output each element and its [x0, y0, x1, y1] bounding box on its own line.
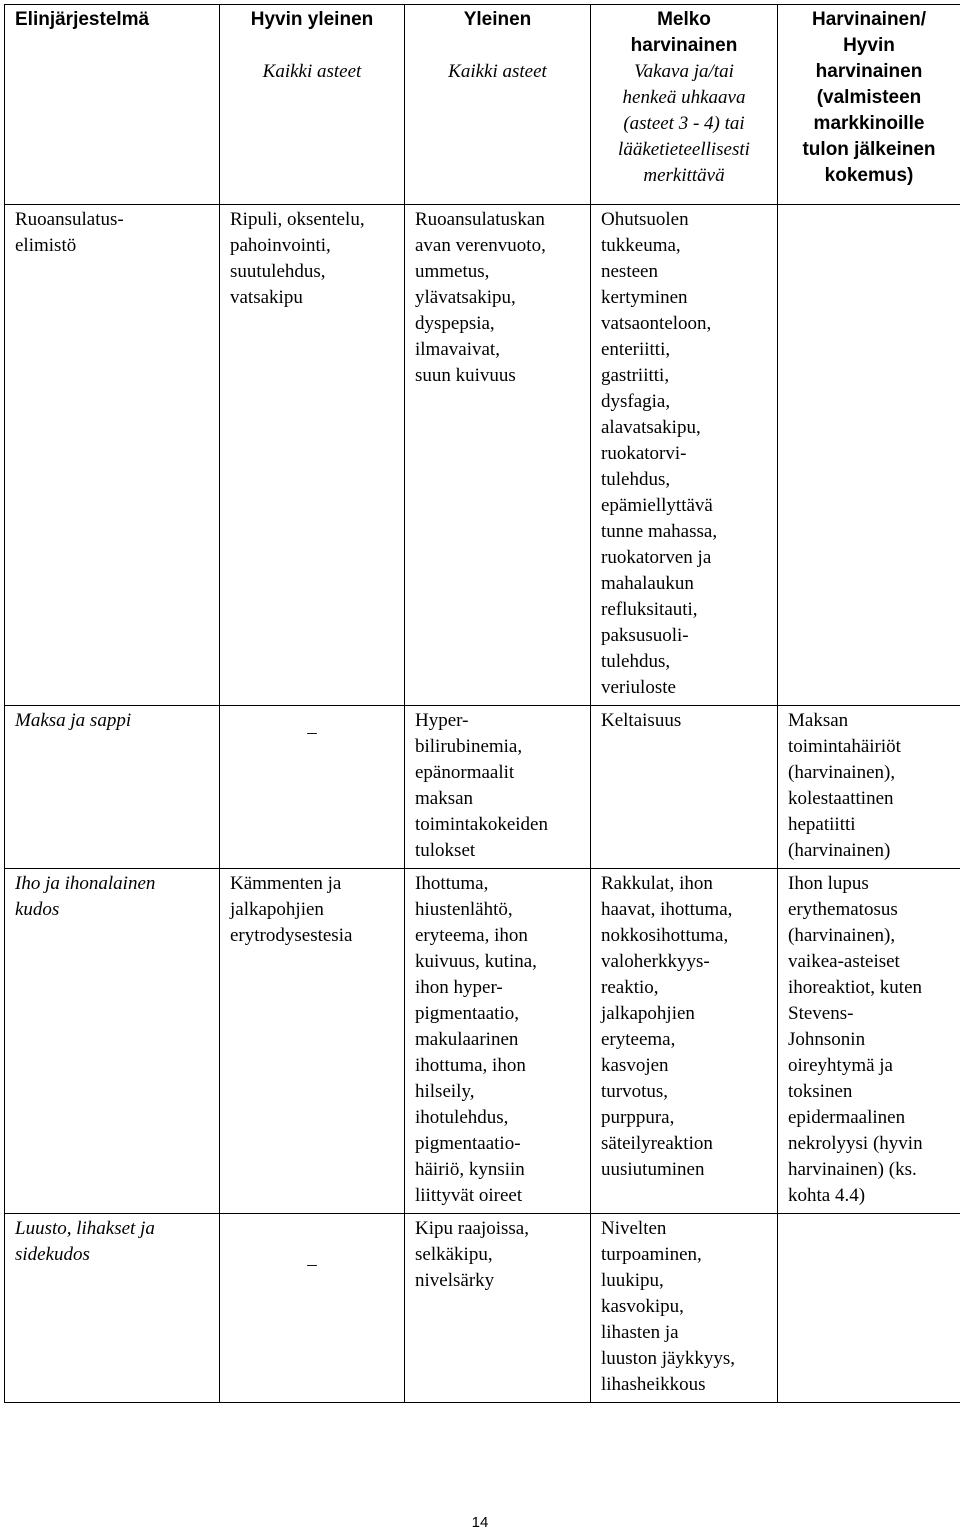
- organ-label: Ruoansulatus- elimistö: [15, 209, 124, 256]
- organ-cell: [5, 205, 220, 706]
- header-very-common-label: Hyvin yleinen: [250, 9, 374, 30]
- table-row-hepatobiliary: [5, 706, 960, 869]
- organ-label: Iho ja ihonalainen kudos: [15, 873, 156, 920]
- adverse-effects-table: [4, 4, 960, 1403]
- common-cell: [405, 869, 591, 1214]
- very-common-value: –: [307, 722, 317, 743]
- header-common-label: Yleinen: [463, 9, 532, 30]
- uncommon-cell: [591, 706, 778, 869]
- uncommon-value: Keltaisuus: [601, 710, 682, 731]
- uncommon-value: Nivelten turpoaminen, luukipu, kasvokipu, lihasten ja luuston jäykkyys, lihasheikkous: [601, 1218, 736, 1395]
- very-common-cell: [220, 1214, 405, 1403]
- rare-value: Maksan toimintahäiriöt (harvinainen), kolestaattinen hepatiitti (harvinainen): [788, 710, 901, 861]
- uncommon-cell: [591, 869, 778, 1214]
- common-value: Ruoansulatuskan avan verenvuoto, ummetus, ylävatsakipu, dyspepsia, ilmavaivat, suun kuivuus: [415, 209, 546, 386]
- page-number: 14: [471, 1514, 489, 1531]
- very-common-cell: [220, 869, 405, 1214]
- organ-label: Maksa ja sappi: [15, 710, 132, 731]
- rare-cell: [778, 205, 960, 706]
- header-very-common: [220, 5, 405, 205]
- table-row-skin: [5, 869, 960, 1214]
- common-value: Hyper- bilirubinemia, epänormaalit maksan toimintakokeiden tulokset: [415, 710, 548, 861]
- organ-cell: [5, 869, 220, 1214]
- header-organ-system-label: Elinjärjestelmä: [15, 9, 150, 30]
- table-row-gastrointestinal: [5, 205, 960, 706]
- very-common-value: –: [307, 1254, 317, 1275]
- uncommon-cell: [591, 1214, 778, 1403]
- common-cell: [405, 1214, 591, 1403]
- organ-cell: [5, 706, 220, 869]
- table-row-musculoskeletal: [5, 1214, 960, 1403]
- common-value: Ihottuma, hiustenlähtö, eryteema, ihon kuivuus, kutina, ihon hyper- pigmentaatio, makulaarinen ihottuma, ihon hilseily, ihotulehdus, pigmentaatio- häiriö, kynsiin liittyvät oireet: [415, 873, 537, 1206]
- header-organ-system: [5, 5, 220, 205]
- uncommon-value: Rakkulat, ihon haavat, ihottuma, nokkosihottuma, valoherkkyys- reaktio, jalkapohjien eryteema, kasvojen turvotus, purppura, säteilyreaktion uusiutuminen: [601, 873, 733, 1180]
- uncommon-value: Ohutsuolen tukkeuma, nesteen kertyminen vatsaonteloon, enteriitti, gastriitti, dysfagia, alavatsakipu, ruokatorvi- tulehdus, epämiellyttävä tunne mahassa, ruokatorven ja mahalaukun refluksitauti, paksusuoli- tulehdus, veriuloste: [601, 209, 718, 698]
- organ-cell: [5, 1214, 220, 1403]
- rare-cell: [778, 1214, 960, 1403]
- very-common-value: Kämmenten ja jalkapohjien erytrodysestesia: [230, 873, 353, 946]
- header-common: [405, 5, 591, 205]
- very-common-value: Ripuli, oksentelu, pahoinvointi, suutulehdus, vatsakipu: [230, 209, 365, 308]
- rare-cell: [778, 869, 960, 1214]
- header-rare-label: Harvinainen/ Hyvin harvinainen (valmisteen markkinoille tulon jälkeinen kokemus): [802, 9, 936, 186]
- header-uncommon-sub: Vakava ja/tai henkeä uhkaava (asteet 3 - 4) tai lääketieteellisesti merkittävä: [618, 61, 750, 186]
- organ-label: Luusto, lihakset ja sidekudos: [15, 1218, 155, 1265]
- header-very-common-sub: Kaikki asteet: [262, 61, 362, 82]
- header-uncommon: [591, 5, 778, 205]
- common-value: Kipu raajoissa, selkäkipu, nivelsärky: [415, 1218, 529, 1291]
- common-cell: [405, 706, 591, 869]
- header-uncommon-label: Melko harvinainen: [630, 9, 738, 56]
- uncommon-cell: [591, 205, 778, 706]
- rare-value: Ihon lupus erythematosus (harvinainen), vaikea-asteiset ihoreaktiot, kuten Stevens- Johnsonin oireyhtymä ja toksinen epidermaalinen nekrolyysi (hyvin harvinainen) (ks. kohta 4.4): [788, 873, 923, 1206]
- very-common-cell: [220, 706, 405, 869]
- header-row: [5, 5, 960, 205]
- common-cell: [405, 205, 591, 706]
- header-common-sub: Kaikki asteet: [448, 61, 547, 82]
- header-rare: [778, 5, 960, 205]
- very-common-cell: [220, 205, 405, 706]
- rare-cell: [778, 706, 960, 869]
